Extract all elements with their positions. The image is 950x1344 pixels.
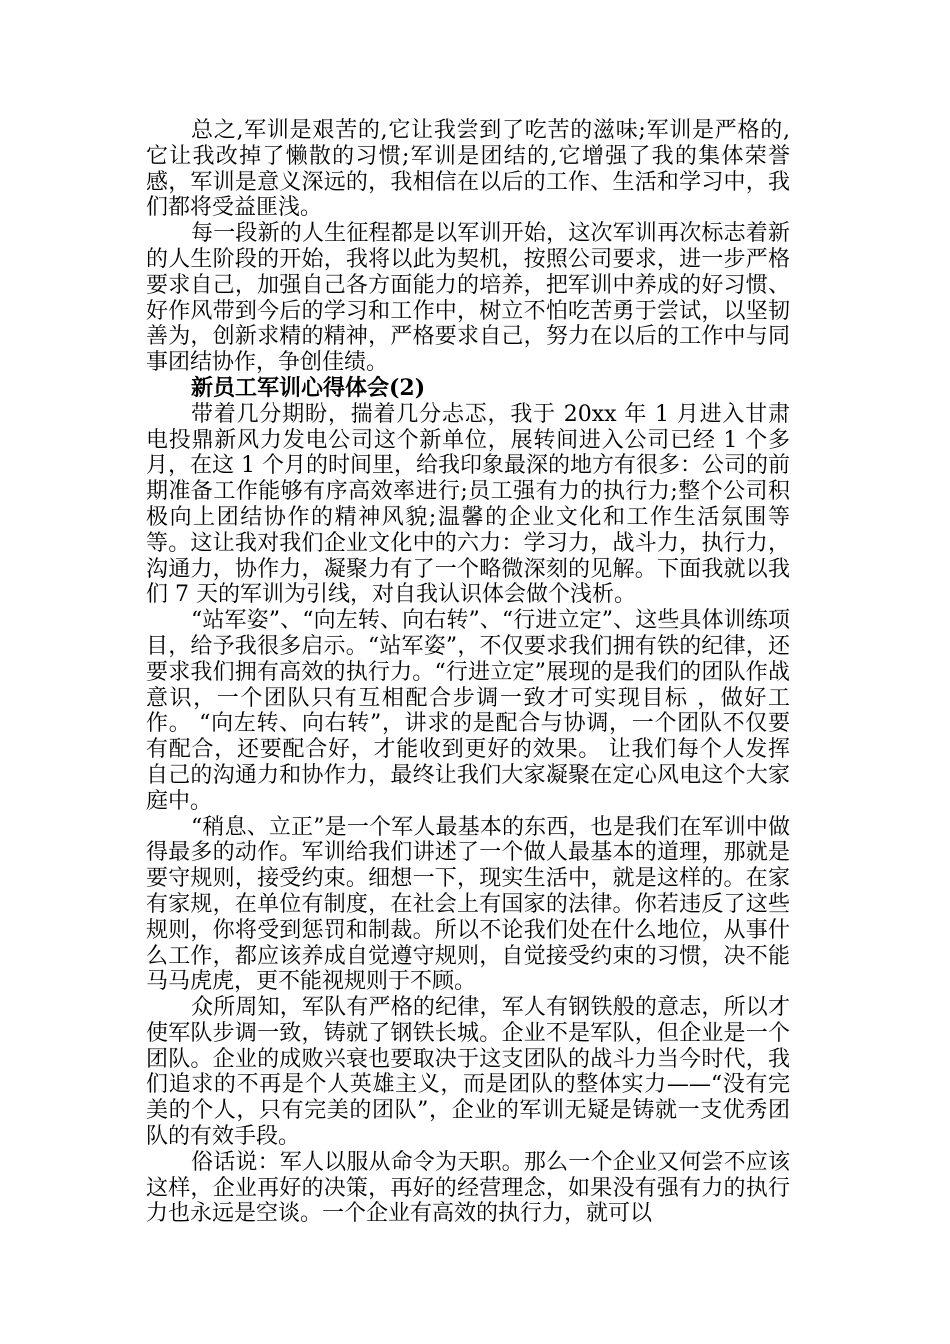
- paragraph: “稍息、立正”是一个军人最基本的东西，也是我们在军训中做得最多的动作。军训给我们讲述了一个做人最基本的道理，那就是要守规则，接受约束。细想一下，现实生活中，就是这样的。在家有家规，在单位有制度，在社会上有国家的法律。你若违反了这些规则，你将受到惩罚和制裁。所以不论我们处在什么地位，从事什么工作，都应该养成自觉遵守规则，自觉接受约束的习惯，决不能马马虎虎，更不能视规则于不顾。: [146, 814, 790, 995]
- paragraph: “站军姿”、“向左转、向右转”、“行进立定”、这些具体训练项目，给予我很多启示。“站军姿”，不仅要求我们拥有铁的纪律，还要求我们拥有高效的执行力。“行进立定”展现的是我们的团队作战意识，一个团队只有互相配合步调一致才可实现目标 ，做好工作。 “向左转、向右转”，讲求的是配合与协调，一个团队不仅要有配合，还要配合好，才能收到更好的效果。 让我们每个人发挥自己的沟通力和协作力，最终让我们大家凝聚在定心风电这个大家庭中。: [146, 608, 790, 814]
- paragraph: 每一段新的人生征程都是以军训开始，这次军训再次标志着新的人生阶段的开始，我将以此为契机，按照公司要求，进一步严格要求自己，加强自己各方面能力的培养，把军训中养成的好习惯、好作风带到今后的学习和工作中，树立不怕吃苦勇于尝试，以坚韧善为，创新求精的精神，严格要求自己，努力在以后的工作中与同事团结协作，争创佳绩。: [146, 221, 790, 376]
- section-heading: 新员工军训心得体会(2): [191, 374, 426, 401]
- document-body: [146, 118, 790, 1227]
- paragraph: 带着几分期盼，揣着几分忐忑，我于 20xx 年 1 月进入甘肃电投鼎新风力发电公司这个新单位，展转间进入公司已经 1 个多月，在这 1 个月的时间里，给我印象最深的地方有很多：公司的前期准备工作能够有序高效率进行;员工强有力的执行力;整个公司积极向上团结协作的精神风貌;温馨的企业文化和工作生活氛围等等。这让我对我们企业文化中的六力：学习力，战斗力，执行力，沟通力，协作力，凝聚力有了一个略微深刻的见解。下面我就以我们 7 天的军训为引线，对自我认识体会做个浅析。: [146, 401, 790, 608]
- paragraph: 俗话说：军人以服从命令为天职。那么一个企业又何尝不应该这样，企业再好的决策，再好的经营理念，如果没有强有力的执行力也永远是空谈。一个企业有高效的执行力，就可以: [146, 1149, 790, 1227]
- paragraph: 众所周知，军队有严格的纪律，军人有钢铁般的意志，所以才使军队步调一致，铸就了钢铁长城。企业不是军队，但企业是一个团队。企业的成败兴衰也要取决于这支团队的战斗力当今时代，我们追求的不再是个人英雄主义，而是团队的整体实力——“没有完美的个人，只有完美的团队”，企业的军训无疑是铸就一支优秀团队的有效手段。: [146, 995, 790, 1150]
- paragraph: 总之,军训是艰苦的,它让我尝到了吃苦的滋味;军训是严格的,它让我改掉了懒散的习惯;军训是团结的,它增强了我的集体荣誉感，军训是意义深远的，我相信在以后的工作、生活和学习中，我们都将受益匪浅。: [146, 118, 790, 221]
